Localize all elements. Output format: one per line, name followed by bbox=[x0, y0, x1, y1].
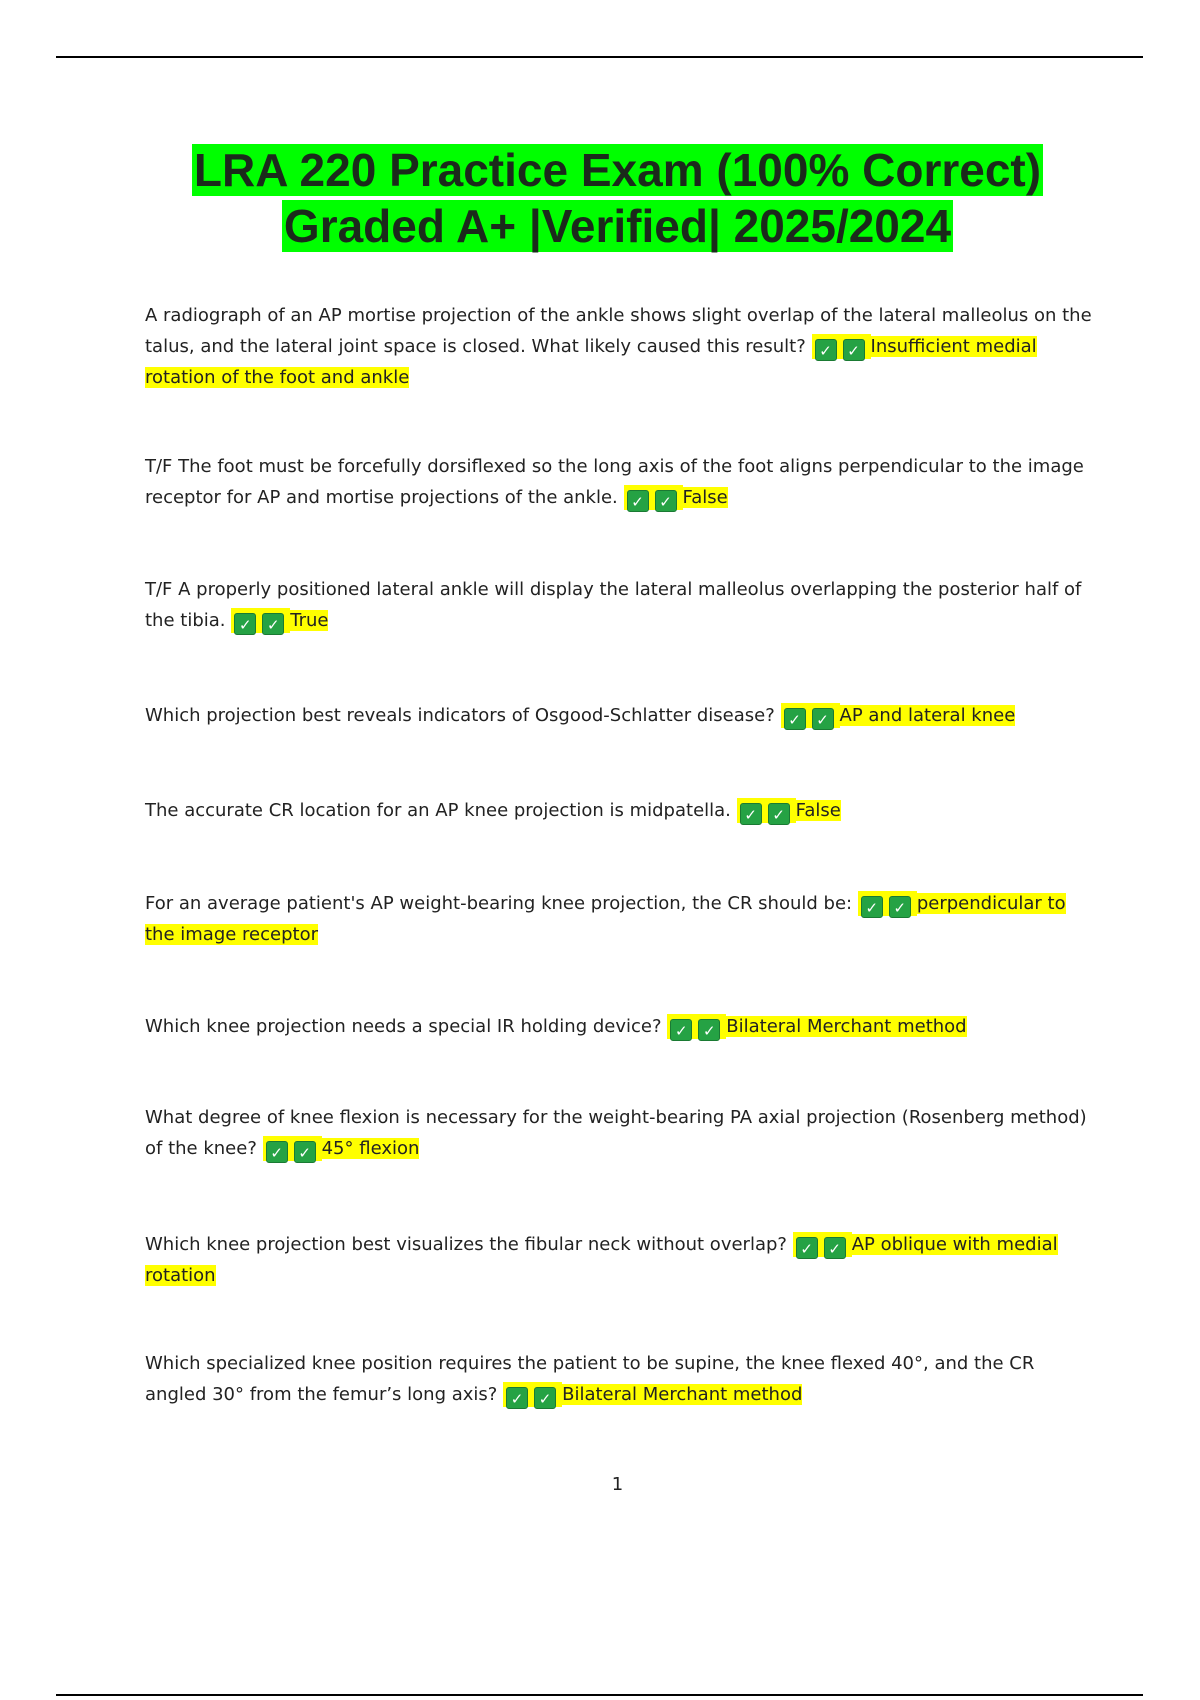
check-mark-icon: ✓ bbox=[627, 490, 649, 512]
check-marks bbox=[812, 334, 871, 359]
check-mark-icon: ✓ bbox=[812, 708, 834, 730]
question-item bbox=[145, 1348, 1095, 1410]
question-item bbox=[145, 700, 1095, 731]
question-item bbox=[145, 300, 1095, 393]
question-item bbox=[145, 888, 1095, 950]
check-mark-icon: ✓ bbox=[655, 490, 677, 512]
check-mark-icon: ✓ bbox=[861, 896, 883, 918]
check-marks bbox=[858, 891, 917, 916]
answer-text: True bbox=[290, 610, 329, 631]
check-marks bbox=[231, 608, 290, 633]
answer-text: False bbox=[795, 800, 841, 821]
answer-text: Bilateral Merchant method bbox=[726, 1016, 967, 1037]
question-text: T/F A properly positioned lateral ankle will display the lateral malleolus overlapping the posterior half of the tibia. bbox=[145, 579, 1082, 631]
check-mark-icon: ✓ bbox=[262, 613, 284, 635]
title-line-1: LRA 220 Practice Exam (100% Correct) bbox=[193, 144, 1042, 196]
check-mark-icon: ✓ bbox=[266, 1141, 288, 1163]
check-mark-icon: ✓ bbox=[234, 613, 256, 635]
check-marks bbox=[793, 1232, 852, 1257]
question-text: For an average patient's AP weight-bearing knee projection, the CR should be: bbox=[145, 893, 853, 914]
answer-text: 45° flexion bbox=[321, 1138, 420, 1159]
check-mark-icon: ✓ bbox=[796, 1237, 818, 1259]
check-mark-icon: ✓ bbox=[670, 1019, 692, 1041]
question-text: Which knee projection best visualizes the fibular neck without overlap? bbox=[145, 1234, 787, 1255]
question-item bbox=[145, 451, 1095, 513]
question-item bbox=[145, 795, 1095, 826]
check-marks bbox=[263, 1136, 322, 1161]
check-mark-icon: ✓ bbox=[784, 708, 806, 730]
answer-text: Insufficient medial rotation of the foot and ankle bbox=[145, 336, 1037, 388]
question-text: T/F The foot must be forcefully dorsiflexed so the long axis of the foot aligns perpendicular to the image receptor for AP and mortise projections of the ankle. bbox=[145, 456, 1084, 508]
check-mark-icon: ✓ bbox=[740, 803, 762, 825]
answer-text: AP oblique with medial rotation bbox=[145, 1234, 1058, 1286]
question-item bbox=[145, 1102, 1095, 1164]
check-mark-icon: ✓ bbox=[506, 1387, 528, 1409]
answer-text: Bilateral Merchant method bbox=[562, 1384, 803, 1405]
check-marks bbox=[737, 798, 796, 823]
check-mark-icon: ✓ bbox=[294, 1141, 316, 1163]
question-text: What degree of knee flexion is necessary for the weight-bearing PA axial projection (Rosenberg method) of the knee? bbox=[145, 1107, 1087, 1159]
document-title bbox=[60, 142, 1175, 254]
answer-text: perpendicular to the image receptor bbox=[145, 893, 1066, 945]
title-line-2: Graded A+ |Verified| 2025/2024 bbox=[283, 200, 952, 252]
check-mark-icon: ✓ bbox=[815, 339, 837, 361]
page-number: 1 bbox=[611, 1474, 624, 1495]
question-text: Which specialized knee position requires the patient to be supine, the knee flexed 40°, and the CR angled 30° from the femur’s long axis? bbox=[145, 1353, 1035, 1405]
check-marks bbox=[503, 1382, 562, 1407]
check-mark-icon: ✓ bbox=[698, 1019, 720, 1041]
check-mark-icon: ✓ bbox=[889, 896, 911, 918]
check-mark-icon: ✓ bbox=[843, 339, 865, 361]
question-item bbox=[145, 1229, 1095, 1291]
question-text: Which projection best reveals indicators of Osgood-Schlatter disease? bbox=[145, 705, 775, 726]
check-mark-icon: ✓ bbox=[768, 803, 790, 825]
question-text: Which knee projection needs a special IR holding device? bbox=[145, 1016, 662, 1037]
header-rule bbox=[56, 56, 1143, 58]
check-marks bbox=[781, 703, 840, 728]
answer-text: False bbox=[682, 487, 728, 508]
question-item bbox=[145, 1011, 1095, 1042]
check-marks bbox=[624, 485, 683, 510]
footer-rule bbox=[56, 1694, 1143, 1696]
question-text: A radiograph of an AP mortise projection of the ankle shows slight overlap of the lateral malleolus on the talus, and the lateral joint space is closed. What likely caused this result? bbox=[145, 305, 1092, 357]
question-item bbox=[145, 574, 1095, 636]
check-mark-icon: ✓ bbox=[824, 1237, 846, 1259]
answer-text: AP and lateral knee bbox=[839, 705, 1016, 726]
check-marks bbox=[667, 1014, 726, 1039]
question-text: The accurate CR location for an AP knee projection is midpatella. bbox=[145, 800, 731, 821]
check-mark-icon: ✓ bbox=[534, 1387, 556, 1409]
